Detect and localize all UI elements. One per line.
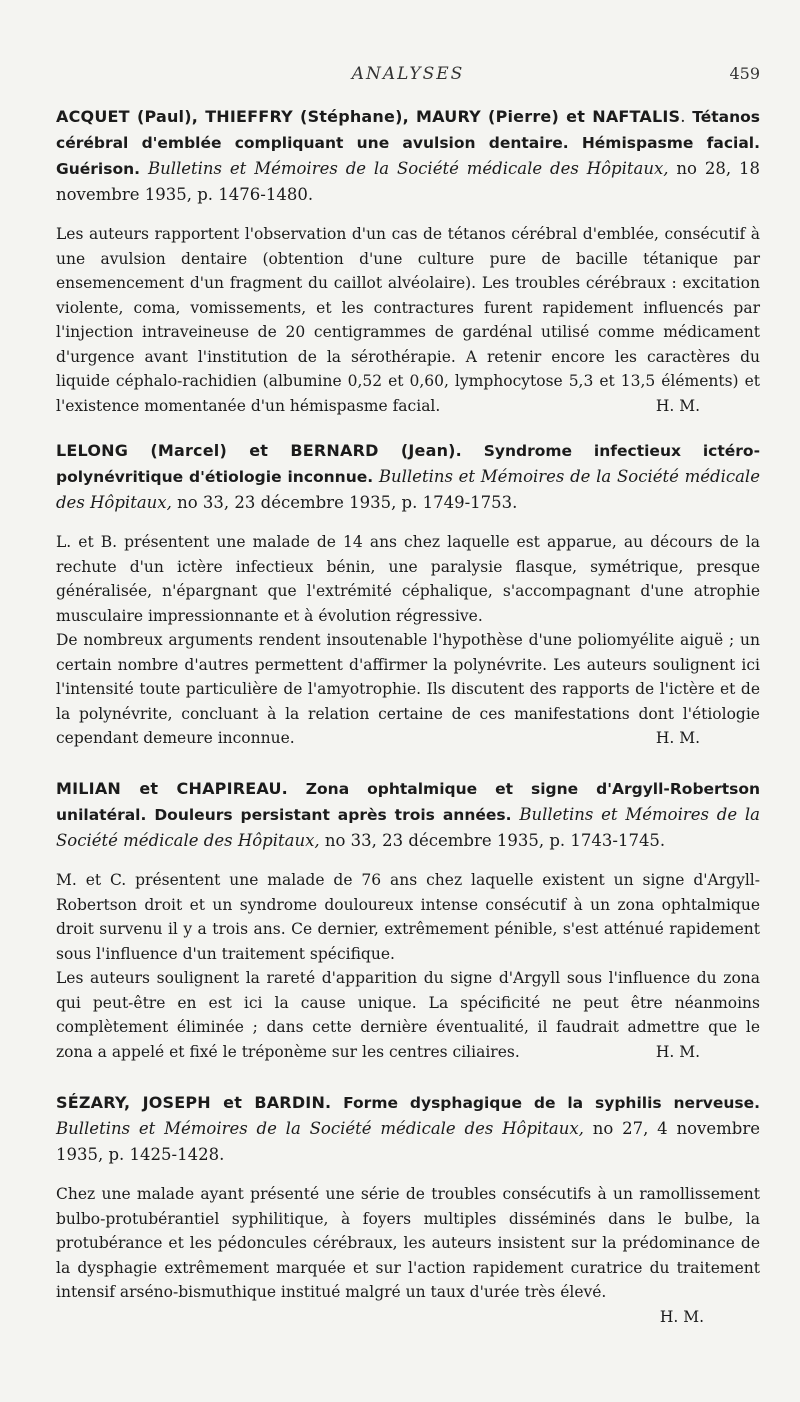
- article-acquet: [56, 104, 760, 418]
- paragraph-text: M. et C. présentent une malade de 76 ans chez laquelle existent un signe d'Argyll-Robertson droit et un syndrome douloureux intense consécutif à un zona ophtalmique droit survenu il y a trois ans. Ce dernier, extrêmement pénible, s'est atténué rapidement sous l'influence d'un traitement spécifique.: [56, 871, 760, 963]
- article-heading: [56, 438, 760, 516]
- article-journal: Bulletins et Mémoires de la Société médicale des Hôpitaux,: [147, 159, 669, 178]
- article-journal: Bulletins et Mémoires de la Société médicale des Hôpitaux,: [56, 1119, 584, 1138]
- article-heading: ACQUET (Paul), THIEFFRY (Stéphane), MAURY (Pierre) et NAFTALIS. Tétanos cérébral d'emblée compliquant une avulsion dentaire. Hémispasme facial. Guérison. Bulletins et Mémoires de la Société médicale des Hôpitaux, no 28, 18 novembre 1935, p. 1476-1480.: [56, 107, 761, 204]
- article-signature: H. M.: [655, 729, 700, 747]
- article-authors: LELONG (Marcel) et BERNARD (Jean).: [56, 441, 462, 460]
- article-paragraph: [56, 868, 760, 966]
- article-paragraph: [56, 530, 760, 628]
- article-signature: H. M.: [655, 396, 700, 415]
- article-signature: H. M.: [659, 1307, 704, 1326]
- article-authors: ACQUET (Paul), THIEFFRY (Stéphane), MAURY (Pierre) et NAFTALIS: [56, 107, 681, 126]
- article-title: Tétanos cérébral d'emblée compliquant une avulsion dentaire. Hémispasme facial. Guérison.: [56, 108, 760, 178]
- article-paragraph: [56, 222, 760, 418]
- article-sezary: [56, 1090, 760, 1329]
- article-reference: no 28, 18 novembre 1935, p. 1476-1480.: [56, 159, 761, 204]
- paragraph-text: Les auteurs rapportent l'observation d'un cas de tétanos cérébral d'emblée, consécutif à une avulsion dentaire (obtention d'une culture pure de bacille tétanique par ensemencement d'un fragment du caillot alvéolaire). Les troubles cérébraux : excitation violente, coma, vomissements, et les contractures furent rapidement influencés par l'injection intraveineuse de 20 centigrammes de gardénal utilisé comme médicament d'urgence avant l'institution de la sérothérapie. A retenir encore les caractères du liquide céphalo-rachidien (albumine 0,52 et 0,60, lymphocytose 5,3 et 13,5 éléments) et l'existence momentanée d'un hémispasme facial.: [56, 225, 760, 415]
- article-lelong: [56, 438, 760, 751]
- article-reference: no 33, 23 décembre 1935, p. 1749-1753.: [177, 493, 518, 512]
- article-title: Zona ophtalmique et signe d'Argyll-Robertson unilatéral. Douleurs persistant après trois années.: [56, 780, 761, 824]
- article-paragraph: [56, 966, 760, 1064]
- article-signature: H. M.: [655, 1042, 700, 1061]
- paragraph-text: De nombreux arguments rendent insoutenable l'hypothèse d'une poliomyélite aiguë ; un certain nombre d'autres permettent d'affirmer la polynévrite. Les auteurs soulignent ici l'intensité toute particulière de l'amyotrophie. Ils discutent des rapports de l'ictère et de la polynévrite, concluant à la relation certaine de ces manifestations dont l'étiologie cependant demeure inconnue.: [56, 631, 760, 747]
- article-milian: [56, 776, 760, 1064]
- article-reference: no 33, 23 décembre 1935, p. 1743-1745.: [324, 831, 666, 850]
- running-header: [56, 64, 760, 88]
- article-reference: no 27, 4 novembre 1935, p. 1425-1428.: [56, 1119, 760, 1164]
- article-paragraph: [56, 1182, 760, 1305]
- article-title: Syndrome infectieux ictéro-polynévritique d'étiologie inconnue.: [56, 442, 761, 486]
- paragraph-text: Chez une malade ayant présenté une série de troubles consécutifs à un ramollissement bulbo-protubérantiel syphilitique, à foyers multiples disséminés dans le bulbe, la protubérance et les pédoncules cérébraux, les auteurs insistent sur la prédominance de la dysphagie extrêmement marquée et sur l'action rapidement curatrice du traitement intensif arséno-bismuthique institué malgré un taux d'urée très élevé.: [56, 1185, 760, 1301]
- paragraph-text: Les auteurs soulignent la rareté d'apparition du signe d'Argyll sous l'influence du zona qui peut-être en est ici la cause unique. La spécificité ne peut être néanmoins complètement éliminée ; dans cette dernière éventualité, il faudrait admettre que le zona a appelé et fixé le tréponème sur les centres ciliaires.: [56, 969, 760, 1061]
- running-title: ANALYSES: [351, 64, 465, 84]
- article-heading: [56, 1090, 760, 1168]
- article-journal: Bulletins et Mémoires de la Société médicale des Hôpitaux,: [56, 805, 760, 850]
- page-number: 459: [729, 64, 760, 83]
- paragraph-text: L. et B. présentent une malade de 14 ans chez laquelle est apparue, au décours de la rechute d'un ictère infectieux bénin, une paralysie flasque, symétrique, presque généralisée, n'épargnant que l'extrémité céphalique, s'accompagnant d'une atrophie musculaire impressionnante et à évolution régressive.: [56, 533, 760, 625]
- article-paragraph: [56, 628, 760, 751]
- article-journal: Bulletins et Mémoires de la Société médicale des Hôpitaux,: [56, 467, 760, 512]
- article-heading: [56, 776, 760, 854]
- article-authors: SÉZARY, JOSEPH et BARDIN.: [56, 1093, 332, 1112]
- article-title: Forme dysphagique de la syphilis nerveuse.: [343, 1094, 760, 1112]
- article-authors: MILIAN et CHAPIREAU.: [56, 779, 288, 798]
